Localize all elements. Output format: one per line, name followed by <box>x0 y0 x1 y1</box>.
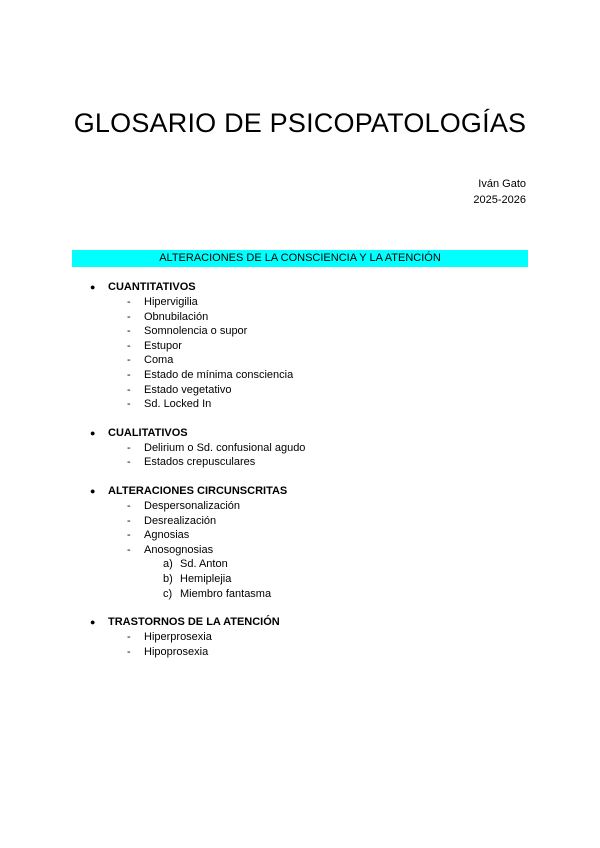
bullet-icon: ● <box>90 617 96 628</box>
list-item <box>0 353 600 368</box>
list-item <box>0 310 600 325</box>
list-item <box>0 383 600 398</box>
list-item-label: Estupor <box>144 339 182 352</box>
category-label: TRASTORNOS DE LA ATENCIÓN <box>108 616 280 629</box>
dash-marker: - <box>127 368 131 381</box>
list-item-label: Anosognosias <box>144 543 214 556</box>
page-title: GLOSARIO DE PSICOPATOLOGÍAS <box>73 108 527 138</box>
list-item-label: Hiperprosexia <box>144 631 212 644</box>
category-heading <box>0 426 600 441</box>
list-item-label: Desrealización <box>144 514 217 527</box>
dash-marker: - <box>127 383 131 396</box>
list-item <box>0 514 600 529</box>
dash-marker: - <box>127 529 131 542</box>
category-heading <box>0 484 600 499</box>
list-item <box>0 645 600 660</box>
list-item-label: Coma <box>144 354 174 367</box>
sub-item-marker: b) <box>163 572 173 585</box>
category-block <box>0 280 600 412</box>
list-item <box>0 499 600 514</box>
list-item <box>0 368 600 383</box>
list-item-label: Hipoprosexia <box>144 645 209 658</box>
dash-marker: - <box>127 456 131 469</box>
list-item-label: Agnosias <box>144 529 190 542</box>
list-item <box>0 324 600 339</box>
dash-marker: - <box>127 310 131 323</box>
category-block <box>0 484 600 601</box>
list-item-label: Estados crepusculares <box>144 456 256 469</box>
sub-list-item <box>0 557 600 572</box>
category-heading <box>0 280 600 295</box>
bullet-icon: ● <box>90 485 96 496</box>
dash-marker: - <box>127 499 131 512</box>
dash-marker: - <box>127 631 131 644</box>
category-label: CUANTITATIVOS <box>108 281 196 293</box>
list-item <box>0 630 600 645</box>
document-meta <box>473 176 526 208</box>
sub-item-marker: a) <box>163 558 173 571</box>
sub-item-marker: c) <box>163 587 173 600</box>
author-name: Iván Gato <box>478 178 526 190</box>
category-label: CUALITATIVOS <box>108 426 188 439</box>
dash-marker: - <box>127 645 131 658</box>
academic-year: 2025-2026 <box>473 194 526 206</box>
dash-marker: - <box>127 441 131 454</box>
list-item-label: Delirium o Sd. confusional agudo <box>144 441 306 454</box>
dash-marker: - <box>127 543 131 556</box>
list-item <box>0 455 600 470</box>
list-item <box>0 543 600 558</box>
sub-item-label: Hemiplejia <box>180 572 232 585</box>
dash-marker: - <box>127 325 131 338</box>
list-item <box>0 441 600 456</box>
list-item <box>0 397 600 412</box>
list-item <box>0 528 600 543</box>
list-item-label: Estado vegetativo <box>144 383 232 396</box>
section-banner: ALTERACIONES DE LA CONSCIENCIA Y LA ATENCIÓN <box>72 250 528 267</box>
list-item <box>0 339 600 354</box>
category-block <box>0 615 600 659</box>
sub-item-label: Miembro fantasma <box>180 587 272 600</box>
list-item <box>0 295 600 310</box>
dash-marker: - <box>127 398 131 411</box>
list-item-label: Despersonalización <box>144 499 240 512</box>
sub-list-item <box>0 572 600 587</box>
sub-item-label: Sd. Anton <box>180 558 228 571</box>
bullet-icon: ● <box>90 427 96 438</box>
dash-marker: - <box>127 514 131 527</box>
dash-marker: - <box>127 354 131 367</box>
sub-list-item <box>0 587 600 602</box>
category-block <box>0 426 600 470</box>
list-item-label: Somnolencia o supor <box>144 325 248 338</box>
list-item-label: Obnubilación <box>144 310 209 323</box>
glossary-list <box>0 280 600 673</box>
list-item-label: Estado de mínima consciencia <box>144 368 294 381</box>
dash-marker: - <box>127 339 131 352</box>
dash-marker: - <box>127 296 131 308</box>
list-item-label: Hipervigilia <box>144 296 198 308</box>
category-heading <box>0 615 600 630</box>
category-label: ALTERACIONES CIRCUNSCRITAS <box>108 484 288 497</box>
bullet-icon: ● <box>90 282 96 292</box>
list-item-label: Sd. Locked In <box>144 398 212 411</box>
